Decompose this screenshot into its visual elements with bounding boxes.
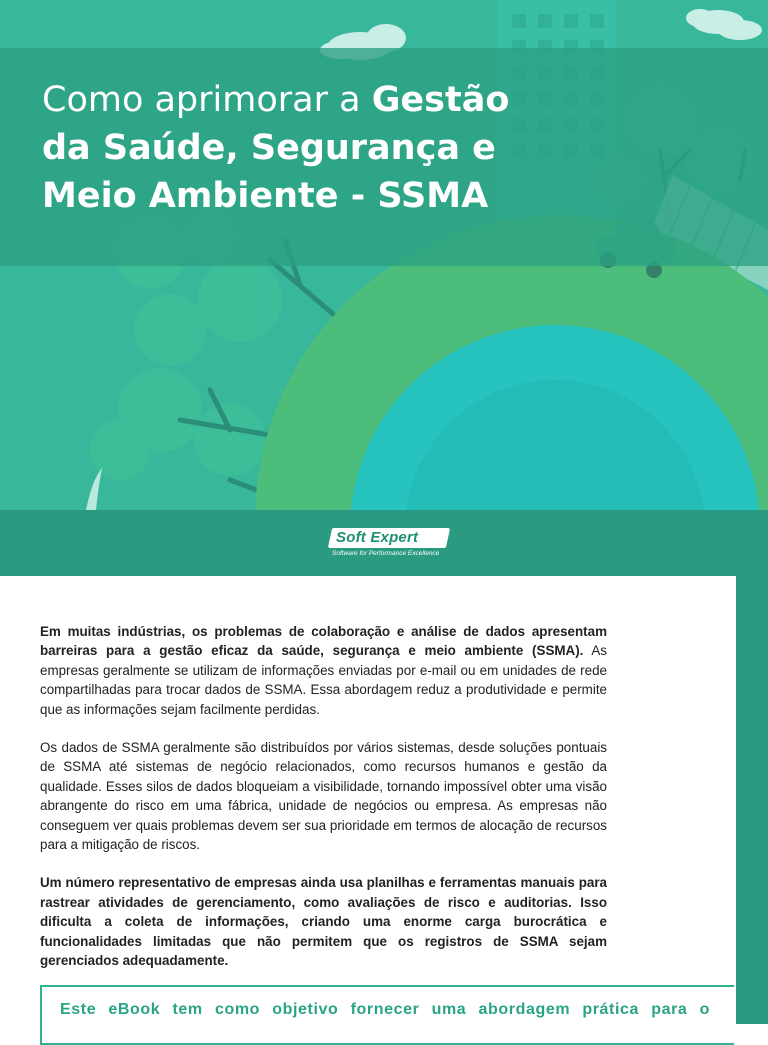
leaf-icon	[86, 468, 102, 510]
paragraph-3: Um número representativo de empresas ainda usa planilhas e ferramentas manuais para rastrear atividades de gerenciamento, como avaliações de risco e auditorias. Isso dificulta a coleta de informações, criando uma enorme carga burocrática e funcionalidades limitadas que não permitem que os registros de SSMA sejam gerenciados adequadamente.	[40, 875, 607, 969]
body-text	[40, 622, 607, 990]
cover-title: Como aprimorar a Gestão da Saúde, Segurança e Meio Ambiente - SSMA	[42, 80, 510, 216]
paragraph-1: Em muitas indústrias, os problemas de colaboração e análise de dados apresentam barreiras para a gestão eficaz da saúde, segurança e meio ambiente (SSMA). As empresas geralmente se utilizam de informações enviadas por e-mail ou em unidades de rede compartilhadas para trocar dados de SSMA. Essa abordagem reduz a produtividade e permite que as informações sejam facilmente perdidas.	[40, 624, 607, 717]
softexpert-logo	[330, 528, 450, 560]
callout-box	[40, 985, 734, 1045]
logo-tagline: Software for Performance Excellence	[332, 550, 440, 557]
callout-text: Este eBook tem como objetivo fornecer uma abordagem prática para o	[60, 1001, 710, 1018]
logo-name: Soft Expert	[336, 529, 419, 546]
side-accent-bar	[736, 576, 768, 1024]
paragraph-2: Os dados de SSMA geralmente são distribuídos por vários sistemas, desde soluções pontuais de SSMA até sistemas de negócio relacionados, como recursos humanos e gestão da qualidade. Esses silos de dados bloqueiam a visibilidade, tornando impossível obter uma visão abrangente do risco em uma fábrica, unidade de negócios ou empresa. As empresas não conseguem ver quais problemas devem ser sua prioridade em termos de alocação de recursos para a mitigação de riscos.	[40, 740, 607, 853]
cloud-icon	[686, 9, 762, 40]
